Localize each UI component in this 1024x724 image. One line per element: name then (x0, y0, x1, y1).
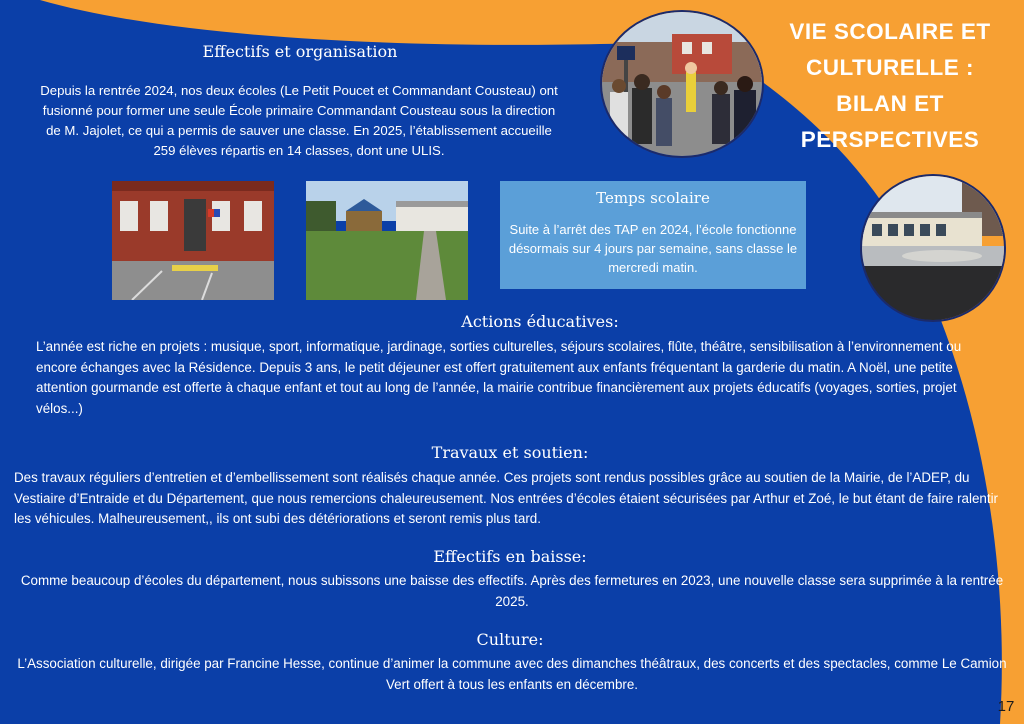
temps-scolaire-box (500, 181, 806, 289)
page-number: 17 (997, 698, 1015, 715)
travaux-heading: Travaux et soutien: (431, 443, 589, 462)
school-facade-photo (112, 181, 274, 300)
effectifs-heading: Effectifs et organisation (202, 42, 398, 61)
effectifs-body: Depuis la rentrée 2024, nos deux écoles (Le Petit Poucet et Commandant Cousteau) ont fusionné pour former une seule École primaire Commandant Cousteau sous la direction de M. Jajolet, ce qui a permis de sauver une classe. En 2025, l’établissement accueille 259 élèves répartis en 14 classes, dont une ULIS. (40, 83, 558, 158)
playground-photo (306, 181, 468, 300)
school-building-circle-photo (860, 174, 1006, 322)
culture-heading: Culture: (476, 630, 544, 649)
actions-heading: Actions éducatives: (461, 312, 619, 331)
baisse-body: Comme beaucoup d’écoles du département, nous subissons une baisse des effectifs. Après des fermetures en 2023, une nouvelle classe sera supprimée à la rentrée 2025. (20, 573, 1004, 609)
culture-body: L’Association culturelle, dirigée par Francine Hesse, continue d’animer la commune avec des dimanches théâtraux, des concerts et des spectacles, comme Le Camion Vert offert à tous les enfants en décembre. (17, 656, 1007, 692)
temps-scolaire-heading: Temps scolaire (596, 189, 710, 207)
temps-scolaire-body: Suite à l’arrêt des TAP en 2024, l’école fonctionne désormais sur 4 jours par semaine, sans classe le mercredi matin. (508, 222, 798, 275)
page-title: VIE SCOLAIRE ET CULTURELLE : BILAN ET PERSPECTIVES (789, 19, 991, 152)
children-entrance-photo (600, 10, 764, 158)
travaux-body: Des travaux réguliers d’entretien et d’embellissement sont réalisés chaque année. Ces projets sont rendus possibles grâce au soutien de la Mairie, de l’ADEP, du Vestiaire d’Entraide et du Département, que nous remercions chaleureusement. Nos entrées d’écoles étaient sécurisées par Arthur et Zoé, le but étant de faire ralentir les véhicules. Malheureusement,, ils ont subi des détériorations et seront remis plus tard. (14, 470, 999, 526)
baisse-heading: Effectifs en baisse: (433, 547, 587, 566)
actions-body: L’année est riche en projets : musique, sport, informatique, jardinage, sorties culturelles, séjours scolaires, flûte, théâtre, sensibilisation à l’environnement ou encore échanges avec la Résidence. Depuis 3 ans, le petit déjeuner est offert gratuitement aux enfants fréquentant la garderie du matin. A Noël, une petite attention gourmande est offerte à chaque enfant et tout au long de l’année, la mairie contribue financièrement aux projets éducatifs (voyages, sorties, projet vélos...) (36, 339, 962, 416)
